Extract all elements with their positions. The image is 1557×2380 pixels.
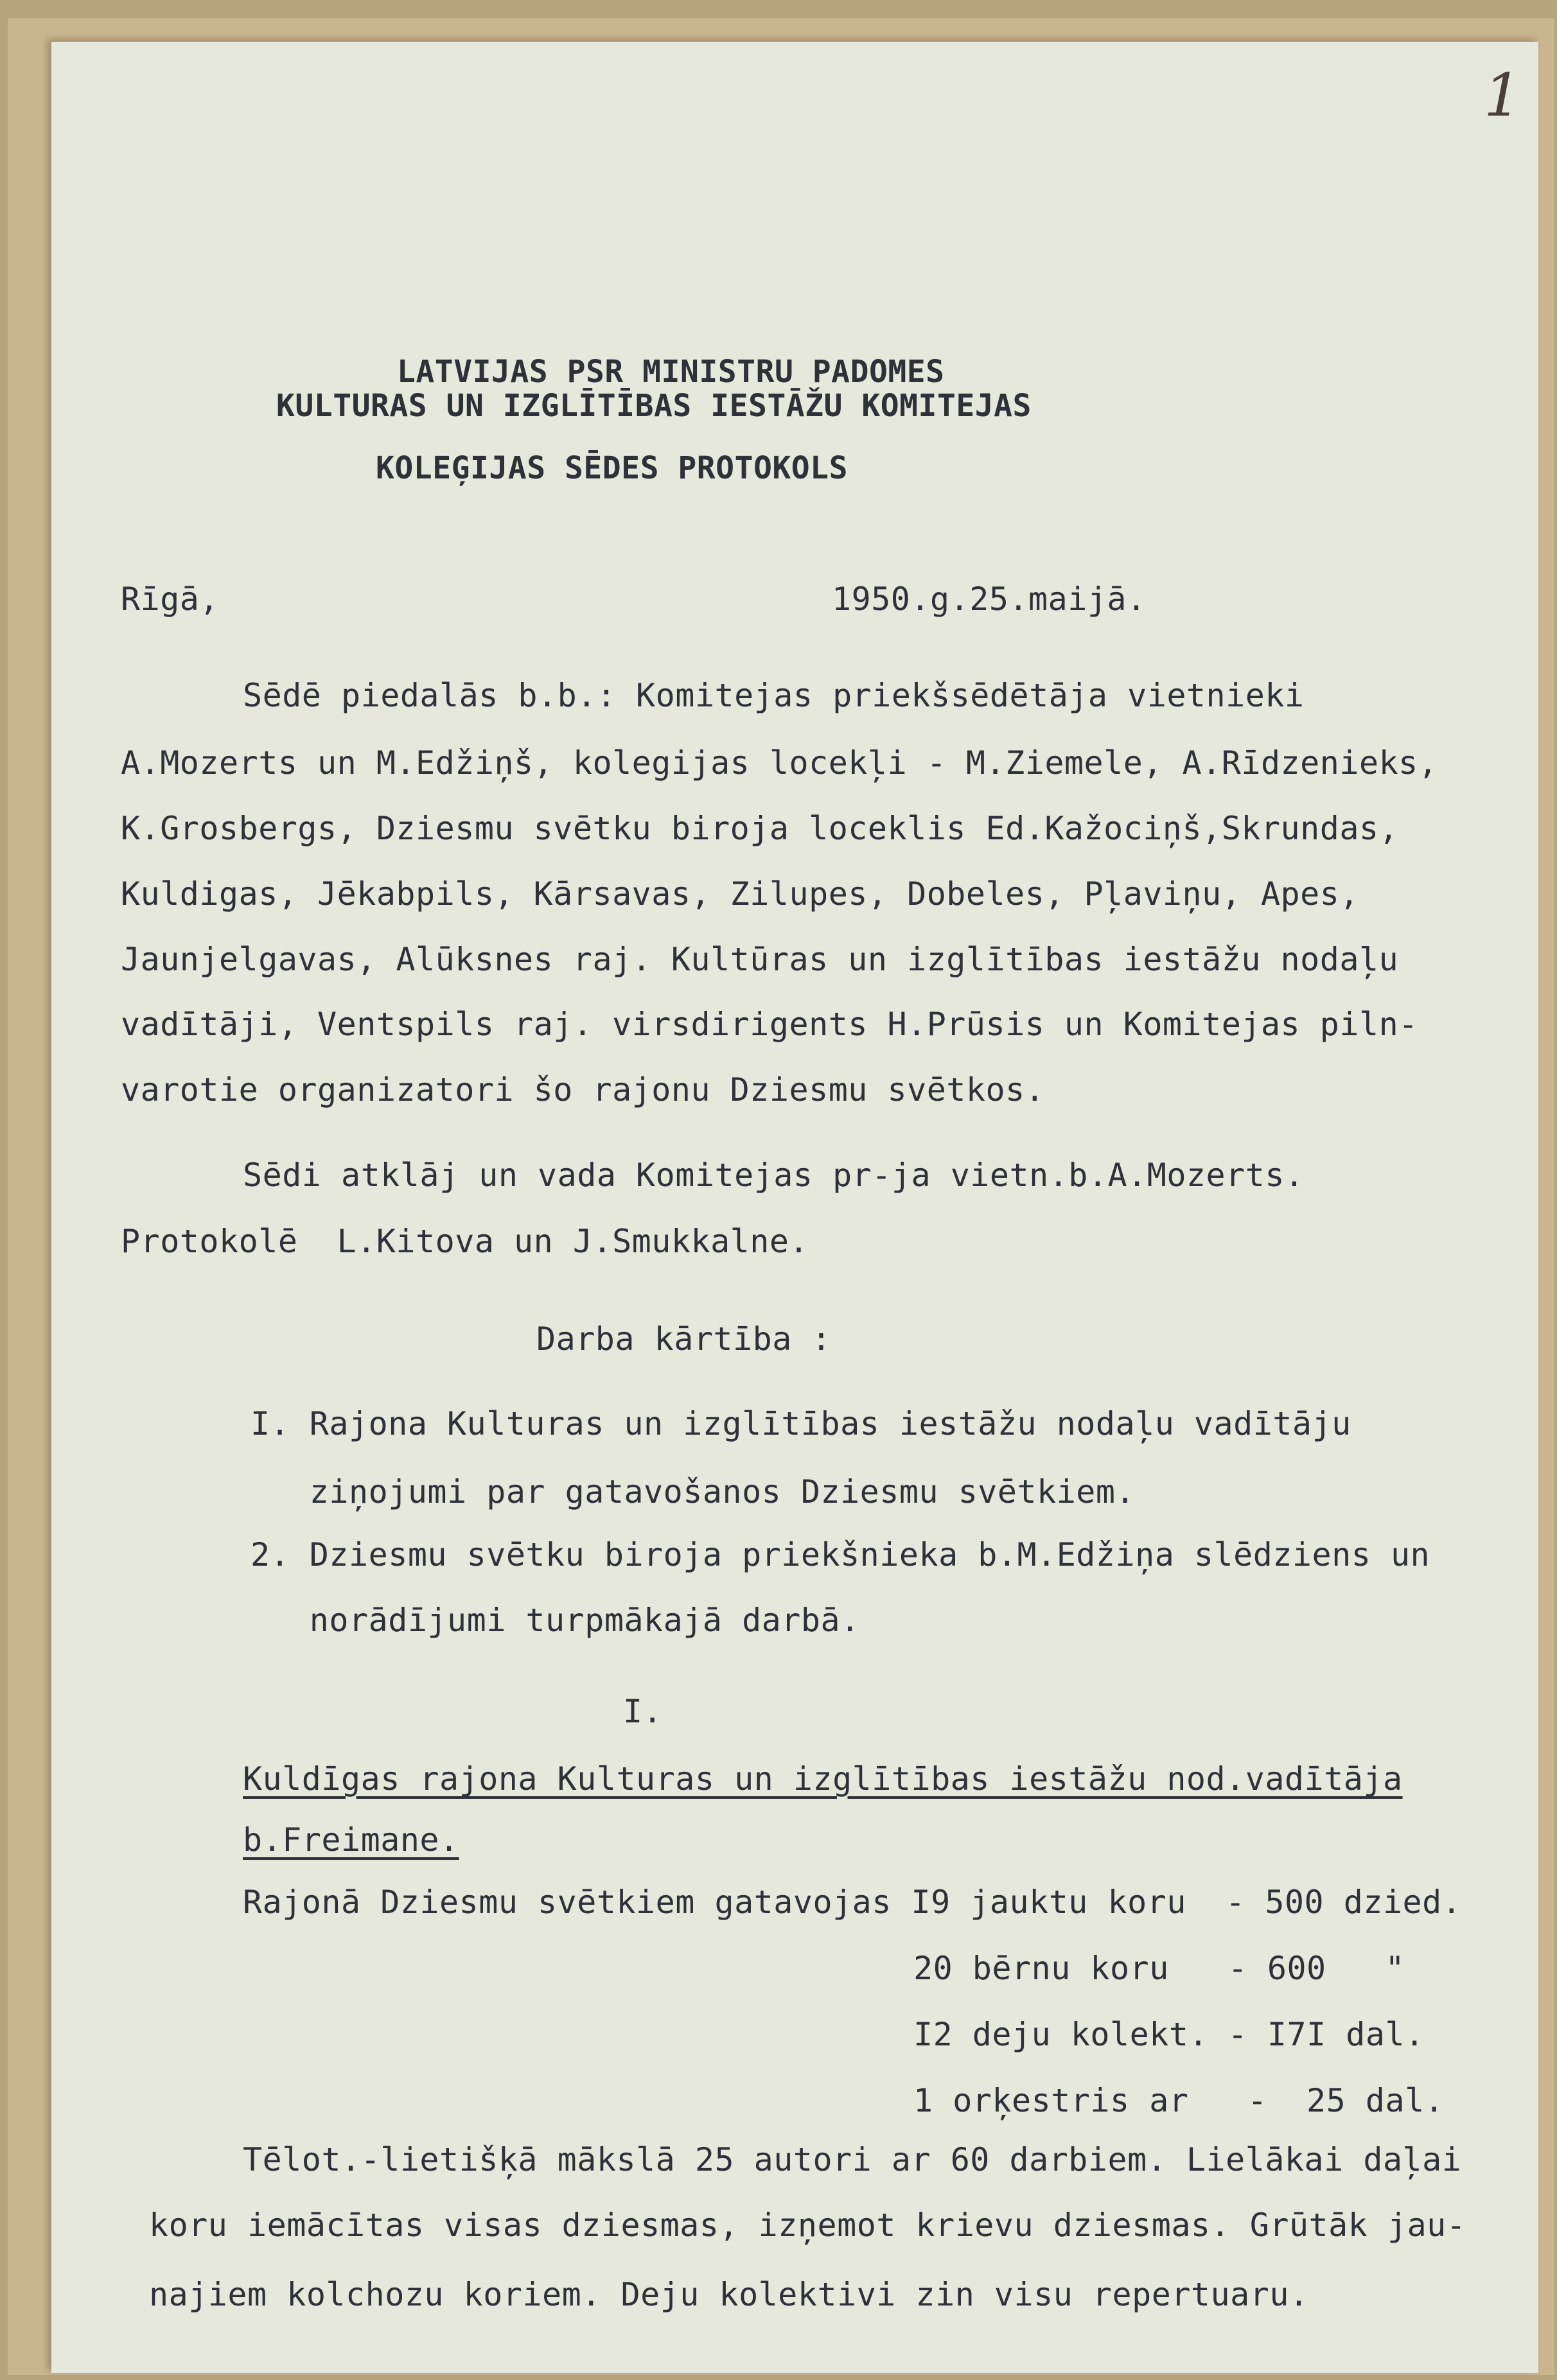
attendees-line: vadītāji, Ventspils raj. virsdirigents H.Prūsis un Komitejas piln- [121, 1006, 1418, 1043]
header-line-2: KULTURAS UN IZGLĪTĪBAS IESTĀŽU KOMITEJAS [276, 388, 1032, 424]
closing-line: koru iemācītas visas dziesmas, izņemot krievu dziesmas. Grūtāk jau- [149, 2207, 1466, 2244]
attendees-line: K.Grosbergs, Dziesmu svētku biroja loceklis Ed.Kažociņš,Skrundas, [121, 810, 1399, 847]
date: 1950.g.25.maijā. [832, 581, 1147, 618]
stats-line: Rajonā Dziesmu svētkiem gatavojas I9 jauktu koru - 500 dzied. [243, 1884, 1462, 1921]
agenda-item: 2. Dziesmu svētku biroja priekšnieka b.M.Edžiņa slēdziens un [251, 1536, 1430, 1573]
stats-line: 1 orķestris ar - 25 dal. [913, 2082, 1445, 2119]
agenda-title: Darba kārtība : [536, 1320, 832, 1358]
stats-line: 20 bērnu koru - 600 " [913, 1950, 1405, 1987]
agenda-item: I. Rajona Kulturas un izglītības iestāžu nodaļu vadītāju [251, 1405, 1351, 1442]
attendees-line: Kuldigas, Jēkabpils, Kārsavas, Zilupes, Dobeles, Pļaviņu, Apes, [121, 875, 1359, 913]
closing-line: najiem kolchozu koriem. Deju kolektivi zin visu repertuaru. [149, 2276, 1309, 2313]
section-title-line: Kuldīgas rajona Kulturas un izglītības iestāžu nod.vadītāja [243, 1760, 1403, 1798]
closing-line: Tēlot.-lietišķā mākslā 25 autori ar 60 darbiem. Lielākai daļai [243, 2141, 1462, 2178]
chair-line: Protokolē L.Kitova un J.Smukkalne. [121, 1223, 809, 1260]
agenda-item: norādījumi turpmākajā darbā. [251, 1602, 860, 1639]
page-number: 1 [1484, 61, 1522, 130]
section-number: I. [623, 1693, 663, 1730]
attendees-line: Sēdē piedalās b.b.: Komitejas priekšsēdētāja vietnieki [243, 677, 1305, 714]
header-line-3: KOLEĢIJAS SĒDES PROTOKOLS [376, 450, 848, 486]
agenda-item: ziņojumi par gatavošanos Dziesmu svētkiem. [251, 1473, 1136, 1510]
attendees-line: A.Mozerts un M.Edžiņš, kolegijas locekļi - M.Ziemele, A.Rīdzenieks, [121, 744, 1438, 782]
stats-line: I2 deju kolekt. - I7I dal. [913, 2016, 1425, 2053]
header-line-1: LATVIJAS PSR MINISTRU PADOMES [397, 354, 945, 390]
place: Rīgā, [121, 581, 220, 618]
section-title-line: b.Freimane. [243, 1821, 459, 1859]
attendees-line: Jaunjelgavas, Alūksnes raj. Kultūras un izglītības iestāžu nodaļu [121, 941, 1399, 978]
chair-line: Sēdi atklāj un vada Komitejas pr-ja vietn.b.A.Mozerts. [243, 1157, 1305, 1194]
attendees-line: varotie organizatori šo rajonu Dziesmu svētkos. [121, 1071, 1045, 1108]
